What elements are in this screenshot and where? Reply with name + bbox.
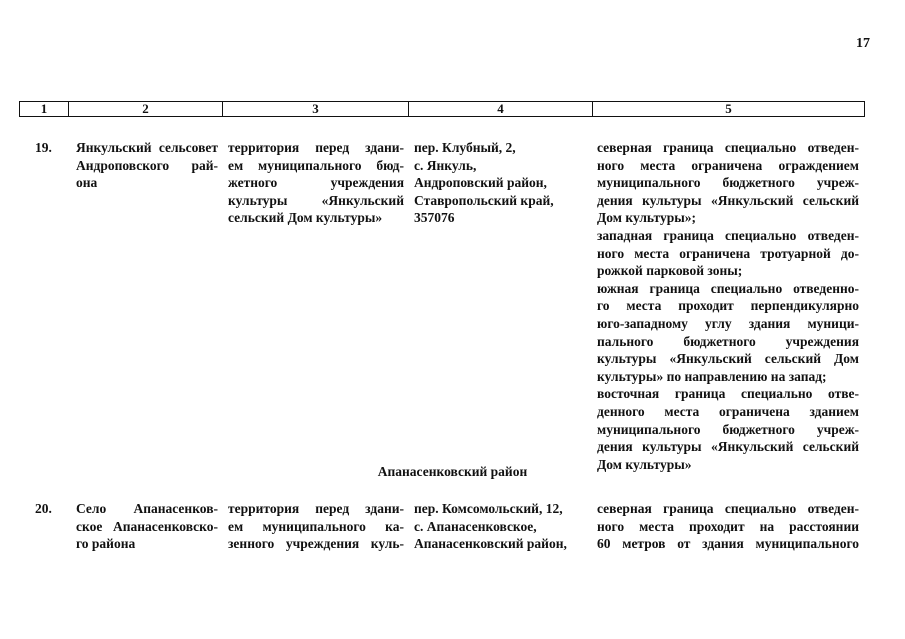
row-19-boundary-line: восточная граница специально отве- [597,386,859,402]
row-19-boundaries [597,139,859,473]
row-19-locality-line: она [76,175,98,191]
row-19-boundary-line: рожкой парковой зоны; [597,263,743,279]
row-20-address-line: Апанасенковский район, [414,536,567,552]
row-19-locality-line: Андроповского рай- [76,157,218,173]
row-19-territory-line: культуры «Янкульский [228,192,404,208]
row-19-boundary-line: Дом культуры»; [597,210,697,226]
row-19-boundary-line: Дом культуры» [597,456,692,472]
row-19-boundary-line: южная граница специально отведенно- [597,280,859,296]
row-19-boundary-line: муниципального бюджетного учреж- [597,175,859,191]
row-20-locality-line: ское Апанасенковско- [76,518,218,534]
row-20-boundary-line: северная граница специально отведен- [597,501,859,516]
row-20-boundary-line: ного места проходит на расстоянии [597,518,859,534]
row-20-address-line: с. Апанасенковское, [414,518,537,534]
page-number: 17 [856,36,870,51]
row-19-territory-line: жетного учреждения [228,175,404,191]
row-19-address-line: с. Янкуль, [414,157,477,173]
header-col-5: 5 [593,102,865,117]
row-19-locality-line: Янкульский сельсовет [76,140,218,155]
row-19-boundary-line: западная граница специально отведен- [597,227,859,243]
row-20-locality [76,500,218,553]
row-19-number: 19. [35,140,52,155]
row-19-boundary-line: го места проходит перпендикулярно [597,298,859,314]
row-19-address-line: пер. Клубный, 2, [414,140,516,155]
row-20-boundary-line: 60 метров от здания муниципального [597,536,859,552]
row-19-boundary-line: юго-западному углу здания муници- [597,315,859,331]
region-heading: Апанасенковский район [377,464,528,479]
row-19-boundary-line: культуры «Янкульский сельский Дом [597,351,859,367]
row-19-territory-line: сельский Дом культуры» [228,210,383,226]
row-19-boundary-line: ного места ограничена тротуарной до- [597,245,859,261]
row-20-territory-line: ем муниципального ка- [228,518,404,534]
row-19-boundary-line: ного места ограничена ограждением [597,157,859,173]
row-20-boundaries [597,500,859,553]
row-20-address-line: пер. Комсомольский, 12, [414,501,563,516]
row-20-locality-line: го района [76,536,136,552]
row-19-boundary-line: культуры» по направлению на запад; [597,368,827,384]
row-19-territory-line: ем муниципального бюд- [228,157,404,173]
row-20-number: 20. [35,501,52,516]
row-19-boundary-line: денного места ограничена зданием [597,403,859,419]
row-20-locality-line: Село Апанасенков- [76,501,218,516]
header-col-3: 3 [223,102,409,117]
row-19-boundary-line: северная граница специально отведен- [597,140,859,155]
row-19-locality [76,139,218,192]
row-19-address-line: 357076 [414,210,455,226]
header-col-1: 1 [20,102,69,117]
row-19-territory [228,139,404,227]
row-19-boundary-line: дения культуры «Янкульский сельский [597,439,859,455]
row-19-boundary-line: пального бюджетного учреждения [597,333,859,349]
header-col-4: 4 [409,102,593,117]
row-19-boundary-line: муниципального бюджетного учреж- [597,421,859,437]
row-20-address [414,500,584,553]
row-19-address [414,139,584,227]
row-19-address-line: Ставропольский край, [414,192,554,208]
row-20-territory-line: зенного учреждения куль- [228,536,404,552]
row-19-address-line: Андроповский район, [414,175,547,191]
table-header [19,101,865,117]
row-19-territory-line: территория перед здани- [228,140,404,155]
header-col-2: 2 [69,102,223,117]
row-20-territory-line: территория перед здани- [228,501,404,516]
row-19-boundary-line: дения культуры «Янкульский сельский [597,192,859,208]
row-20-territory [228,500,404,553]
